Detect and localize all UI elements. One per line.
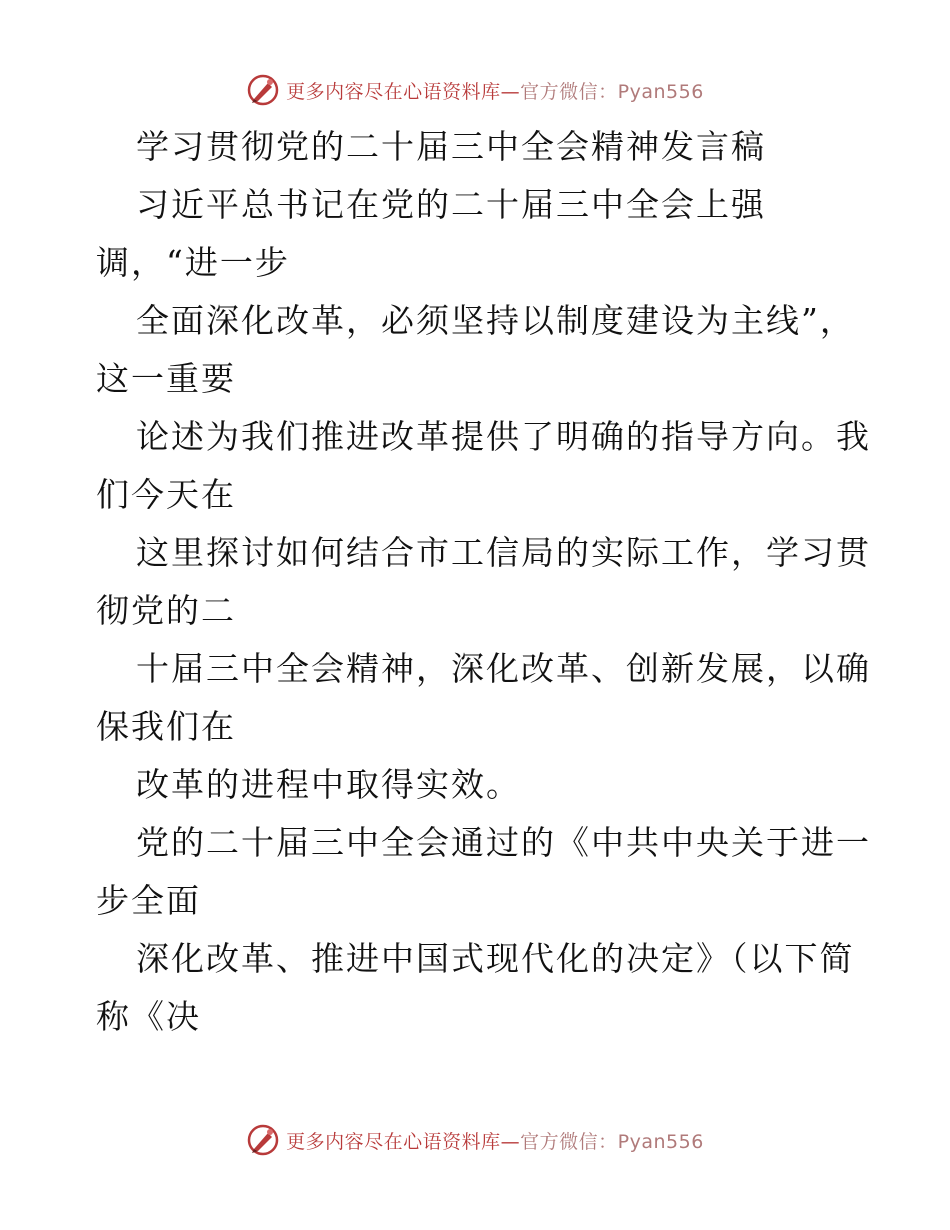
pen-logo-icon — [246, 1123, 280, 1157]
header-banner — [0, 70, 950, 110]
paragraph-line: 党的二十届三中全会通过的《中共中央关于进一 — [136, 823, 871, 862]
document-body — [96, 118, 871, 1046]
banner-text: 更多内容尽在心语资料库—官方微信：Pyan556 — [286, 80, 704, 103]
banner-text: 更多内容尽在心语资料库—官方微信：Pyan556 — [286, 1130, 704, 1153]
banner-wechat: 官方微信：Pyan556 — [520, 1130, 704, 1153]
paragraph-line: 们今天在 — [96, 475, 236, 514]
paragraph-line: 深化改革、推进中国式现代化的决定》（以下简 — [136, 939, 855, 978]
paragraph-line: 称《决 — [96, 997, 201, 1036]
document-title: 学习贯彻党的二十届三中全会精神发言稿 — [136, 127, 766, 166]
footer-banner — [0, 1120, 950, 1160]
paragraph-line: 论述为我们推进改革提供了明确的指导方向。我 — [136, 417, 871, 456]
paragraph-line: 十届三中全会精神，深化改革、创新发展，以确 — [136, 649, 871, 688]
paragraph-line: 保我们在 — [96, 707, 236, 746]
paragraph-line: 调，“进一步 — [96, 243, 290, 282]
paragraph-line: 这里探讨如何结合市工信局的实际工作，学习贯 — [136, 533, 871, 572]
paragraph-line: 全面深化改革，必须坚持以制度建设为主线”， — [136, 301, 855, 340]
paragraph-line: 这一重要 — [96, 359, 236, 398]
paragraph-line: 习近平总书记在党的二十届三中全会上强 — [136, 185, 766, 224]
paragraph-line: 改革的进程中取得实效。 — [136, 765, 521, 804]
paragraph-line: 彻党的二 — [96, 591, 236, 630]
banner-wechat: 官方微信：Pyan556 — [520, 80, 704, 103]
pen-logo-icon — [246, 73, 280, 107]
paragraph-line: 步全面 — [96, 881, 201, 920]
